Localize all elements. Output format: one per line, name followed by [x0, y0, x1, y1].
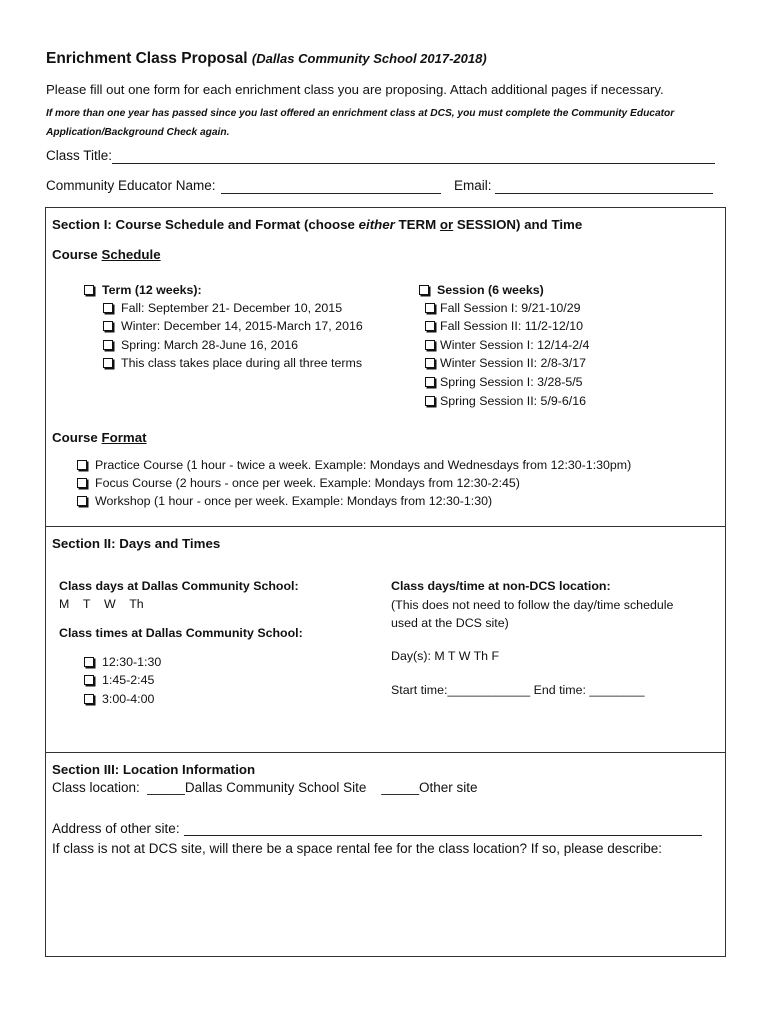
checkbox-icon[interactable] — [425, 303, 435, 313]
session-item[interactable]: Fall Session II: 11/2-12/10 — [425, 319, 583, 333]
term-option[interactable]: Term (12 weeks): — [84, 283, 202, 297]
page-subtitle: (Dallas Community School 2017-2018) — [251, 51, 487, 66]
class-location[interactable]: Class location: _____Dallas Community School Site _____Other site — [52, 780, 478, 795]
checkbox-icon[interactable] — [84, 285, 94, 295]
section-1-heading: Section I: Course Schedule and Format (choose either TERM or SESSION) and Time — [52, 217, 583, 232]
page-title: Enrichment Class Proposal (Dallas Community School 2017-2018) — [46, 50, 487, 67]
session-item[interactable]: Spring Session I: 3/28-5/5 — [425, 375, 583, 389]
checkbox-icon[interactable] — [77, 478, 87, 488]
term-item[interactable]: Fall: September 21- December 10, 2015 — [103, 301, 342, 315]
session-item[interactable]: Winter Session II: 2/8-3/17 — [425, 356, 586, 370]
educator-name-field[interactable] — [221, 193, 441, 194]
nondcs-time[interactable]: Start time:____________ End time: ________ — [391, 683, 645, 697]
term-item[interactable]: Spring: March 28-June 16, 2016 — [103, 338, 298, 352]
nondcs-label: Class days/time at non-DCS location: — [391, 579, 611, 593]
time-option[interactable]: 12:30-1:30 — [84, 655, 161, 669]
dcs-times-label: Class times at Dallas Community School: — [59, 626, 303, 640]
educator-name-label: Community Educator Name: — [46, 178, 216, 193]
fee-question: If class is not at DCS site, will there be a space rental fee for the class location? If so, please describe: — [52, 841, 663, 856]
checkbox-icon[interactable] — [103, 303, 113, 313]
term-item[interactable]: This class takes place during all three terms — [103, 356, 362, 370]
time-option[interactable]: 3:00-4:00 — [84, 692, 154, 706]
course-schedule-heading: Course Schedule — [52, 247, 161, 262]
section-2-heading: Section II: Days and Times — [52, 536, 221, 551]
checkbox-icon[interactable] — [425, 321, 435, 331]
nondcs-note: (This does not need to follow the day/time schedule used at the DCS site) — [391, 598, 674, 630]
class-title-field[interactable] — [112, 163, 715, 164]
checkbox-icon[interactable] — [103, 358, 113, 368]
intro-text: Please fill out one form for each enrichment class you are proposing. Attach additional pages if necessary. — [46, 82, 664, 97]
address-field[interactable] — [184, 835, 702, 836]
checkbox-icon[interactable] — [425, 358, 435, 368]
session-item[interactable]: Winter Session I: 12/14-2/4 — [425, 338, 589, 352]
checkbox-icon[interactable] — [425, 377, 435, 387]
course-format-heading: Course Format — [52, 430, 147, 445]
checkbox-icon[interactable] — [84, 657, 94, 667]
session-option[interactable]: Session (6 weeks) — [419, 283, 544, 297]
warning-text: If more than one year has passed since you last offered an enrichment class at DCS, you must complete the Community Educator Application/Background Check again. — [46, 108, 675, 138]
checkbox-icon[interactable] — [103, 340, 113, 350]
checkbox-icon[interactable] — [419, 285, 429, 295]
format-item[interactable]: Practice Course (1 hour - twice a week. Example: Mondays and Wednesdays from 12:30-1:30pm) — [77, 458, 631, 472]
class-title-label: Class Title: — [46, 148, 113, 163]
address-label: Address of other site: — [52, 821, 180, 836]
format-item[interactable]: Focus Course (2 hours - once per week. Example: Mondays from 12:30-2:45) — [77, 476, 520, 490]
session-item[interactable]: Spring Session II: 5/9-6/16 — [425, 394, 586, 408]
checkbox-icon[interactable] — [77, 496, 87, 506]
checkbox-icon[interactable] — [84, 675, 94, 685]
dcs-days-label: Class days at Dallas Community School: — [59, 579, 299, 593]
term-item[interactable]: Winter: December 14, 2015-March 17, 2016 — [103, 319, 363, 333]
section-3-heading: Section III: Location Information — [52, 762, 256, 777]
checkbox-icon[interactable] — [425, 340, 435, 350]
checkbox-icon[interactable] — [103, 321, 113, 331]
format-item[interactable]: Workshop (1 hour - once per week. Example: Mondays from 12:30-1:30) — [77, 494, 492, 508]
email-label: Email: — [454, 178, 492, 193]
dcs-days[interactable]: M T W Th — [59, 597, 144, 611]
checkbox-icon[interactable] — [84, 694, 94, 704]
checkbox-icon[interactable] — [77, 460, 87, 470]
nondcs-days[interactable]: Day(s): M T W Th F — [391, 649, 500, 663]
time-option[interactable]: 1:45-2:45 — [84, 673, 154, 687]
session-item[interactable]: Fall Session I: 9/21-10/29 — [425, 301, 581, 315]
checkbox-icon[interactable] — [425, 396, 435, 406]
email-field[interactable] — [495, 193, 713, 194]
